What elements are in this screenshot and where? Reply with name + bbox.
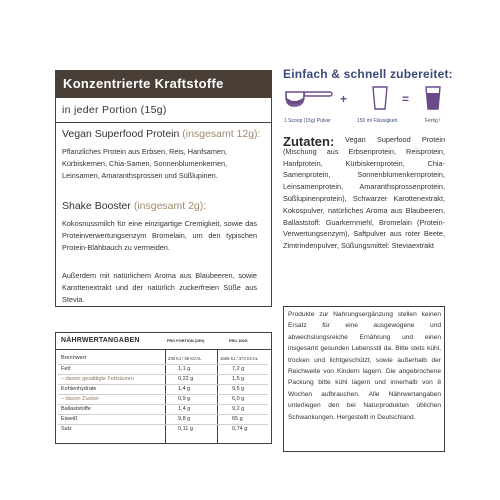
disclaimer-text: Produkte zur Nahrungsergänzung stellen keinen Ersatz für eine ausgewogene und abwechslungsreiche Ernährung und einen insgesamt gesunden Lebensstil da. Bitte stets kühl, trocken und lichtgeschützt, sowie außerhalb der Reichweite von Kindern lagern. Die angebrochene Packung bitte kühl lagern und innerhalb von 8 Wochen aufbrauchen. Alle Nährwertangaben unterliegen den bei Naturprodukten üblichen Schwankungen. Hergestellt in Deutschland. (288, 311, 441, 421)
nutrient-100g-value: 9,5 g (232, 386, 245, 392)
column-header-100g: PRO 100G (229, 339, 248, 343)
step2-label: 150 ml Flüssigkeit (357, 118, 398, 124)
ingredients-heading: Zutaten: (283, 134, 335, 149)
nutrient-portion-value: 1,1 g (178, 366, 191, 372)
glass-icon (372, 86, 388, 110)
protein-description: Pflanzliches Protein aus Erbsen, Reis, Hanfsamen, Kürbiskernen, Chia-Samen, Sonnenblumenkernen, Leinsamen, Amaranthsprossen und Süßlupinen. (62, 147, 228, 180)
row-divider (58, 384, 268, 385)
column-header-portion: PRO PORTION (15G) (167, 339, 205, 343)
booster-description: Kokosnussmilch für eine einzigartige Cremigkeit, sowie das Proteinverwertungsenzym Bromelain, um den typischen Protein-Blähbauch zu vermeiden. (62, 219, 257, 252)
box-title: Konzentrierte Kraftstoffe (55, 70, 272, 98)
nutrient-100g-value: 1,5 g (232, 376, 245, 382)
nutrient-100g-value: 6,0 g (232, 396, 245, 402)
equals-sign: = (402, 92, 410, 106)
nutrient-portion-value: 0,22 g (178, 376, 194, 382)
nutrient-100g-value: 65 g (232, 416, 243, 422)
nutrient-portion-value: 1,4 g (178, 406, 191, 412)
booster-heading (62, 200, 267, 212)
filled-glass-icon (425, 86, 441, 110)
protein-amount: (insgesamt 12g): (182, 128, 261, 140)
portion-size-label: in jeder Portion (15g) (62, 104, 167, 116)
nutrient-portion-value: 1,4 g (178, 386, 191, 392)
step3-label: Fertig ! (425, 118, 441, 124)
row-divider (58, 404, 268, 405)
nutrient-portion-value: 9,8 g (178, 416, 191, 422)
nutrient-label: Brennwert (61, 355, 87, 361)
nutrition-title: NÄHRWERTANGABEN (61, 337, 140, 344)
nutrient-label: – davon Zucker (61, 396, 99, 402)
nutrient-100g-value: 1565 KJ / 374 KCAL (220, 356, 258, 361)
plus-sign: + (340, 92, 348, 106)
nutrient-100g-value: 9,2 g (232, 406, 245, 412)
step1-label: 1 Scoop (15g) Pulver (284, 118, 331, 124)
booster-amount: (insgesamt 2g): (133, 200, 207, 212)
ingredients-text: Vegan Superfood Protein (Mischung aus Erbsenprotein, Reisprotein, Hanfprotein, Kürbiskernprotein, Chia-Samenprotein, Sonnenblumenkernprotein, Leinsamenprotein, Amaranthsprossenprotein, Süßlupinenprotein), Schwarzer Karottenextrakt, Kokospulver, natürliches Aroma aus Blaubeeren, Ballaststoff: Guarkernmehl, Bromelain (Protein-Verwertungsenzym), Saftpulver aus roter Beete, Zimtrindenpulver, Süßungsmittel: Steviaextrakt (283, 135, 445, 251)
nutrient-100g-value: 0,74 g (232, 426, 248, 432)
protein-heading (62, 128, 267, 140)
nutrient-label: Fett (61, 366, 71, 372)
nutrient-100g-value: 7,2 g (232, 366, 245, 372)
row-divider (58, 394, 268, 395)
row-divider (58, 374, 268, 375)
nutrient-label: Eiweiß (61, 416, 78, 422)
scoop-icon (284, 86, 334, 112)
divider (55, 122, 272, 123)
nutrient-portion-value: 0,11 g (178, 426, 193, 432)
nutrient-portion-value: 235 KJ / 56 KCAL (168, 356, 202, 361)
protein-name: Vegan Superfood Protein (62, 128, 180, 140)
row-divider (58, 364, 268, 365)
nutrient-portion-value: 0,9 g (178, 396, 191, 402)
nutrient-label: Salz (61, 426, 72, 432)
booster-description-2: Außerdem mit natürlichem Aroma aus Blaubeeren, sowie Karottenextrakt und der natürlich zuckerfreien Süße aus Stevia. (62, 271, 257, 304)
nutrient-label: – davon gesättigte Fettsäuren (61, 376, 134, 382)
booster-name: Shake Booster (62, 200, 131, 212)
nutrient-label: Ballaststoffe (61, 406, 91, 412)
nutrient-label: Kohlenhydrate (61, 386, 97, 392)
row-divider (58, 414, 268, 415)
preparation-title: Einfach & schnell zubereitet: (283, 67, 453, 81)
row-divider (58, 424, 268, 425)
